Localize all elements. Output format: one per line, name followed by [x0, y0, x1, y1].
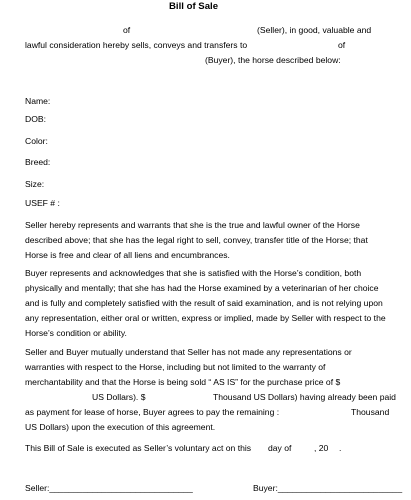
paragraph-line: merchantability and that the Horse is being sold “ AS IS” for the purchase price of $	[25, 377, 341, 387]
paragraph-line: Horse’s condition or ability.	[25, 328, 127, 338]
paragraph-line: warranties with respect to the Horse, including but not limited to the warranty of	[25, 362, 326, 372]
price-line-b: Thousand US Dollars) having already been paid	[213, 392, 396, 402]
paragraph-line: and is fully and completely satisfied with the result of said examination, and is not relying upon	[25, 298, 383, 308]
paragraph-line: Seller hereby represents and warrants that she is the true and lawful owner of the Horse	[25, 220, 360, 230]
execution-dollars-line: US Dollars) upon the execution of this agreement.	[25, 422, 216, 432]
execution-period: .	[339, 443, 342, 453]
field-color-label: Color:	[25, 136, 48, 146]
execution-statement: This Bill of Sale is executed as Seller’s voluntary act on this	[25, 443, 252, 453]
paragraph-as-is-sale	[25, 345, 400, 390]
paragraph-line: any representation, either oral or written, express or implied, made by Seller with respect to the	[25, 313, 386, 323]
intro-of-buyer: of	[338, 40, 346, 50]
remaining-payment-line: as payment for lease of horse, Buyer agrees to pay the remaining :	[25, 407, 280, 417]
intro-consideration-clause: lawful consideration hereby sells, conveys and transfers to	[25, 40, 248, 50]
field-breed-label: Breed:	[25, 157, 51, 167]
buyer-signature-line: Buyer:__________________________	[253, 483, 403, 493]
document-title: Bill of Sale	[169, 1, 219, 12]
seller-signature-line: Seller:______________________________	[25, 483, 193, 493]
intro-of-seller: of	[123, 25, 131, 35]
paragraph-line: Seller and Buyer mutually understand that Seller has not made any representations or	[25, 347, 352, 357]
paragraph-line: physically and mentally; that she has had the Horse examined by a veterinarian of her choice	[25, 283, 379, 293]
price-line-a: US Dollars). $	[92, 392, 146, 402]
paragraph-line: Horse is free and clear of all liens and encumbrances.	[25, 250, 230, 260]
paragraph-buyer-acknowledgement	[25, 266, 400, 341]
paragraph-line: Buyer represents and acknowledges that she is satisfied with the Horse’s condition, both	[25, 268, 362, 278]
field-name-label: Name:	[25, 96, 51, 106]
intro-seller-clause: (Seller), in good, valuable and	[257, 25, 372, 35]
field-usef-label: USEF # :	[25, 198, 60, 208]
paragraph-ownership-warranty	[25, 218, 400, 263]
execution-year: , 20	[314, 443, 329, 453]
remaining-thousand: Thousand	[351, 407, 390, 417]
intro-buyer-clause: (Buyer), the horse described below:	[205, 55, 341, 65]
field-dob-label: DOB:	[25, 114, 47, 124]
paragraph-line: described above; that she has the legal right to sell, convey, transfer title of the Horse; that	[25, 235, 368, 245]
execution-day-of: day of	[268, 443, 292, 453]
field-size-label: Size:	[25, 179, 45, 189]
